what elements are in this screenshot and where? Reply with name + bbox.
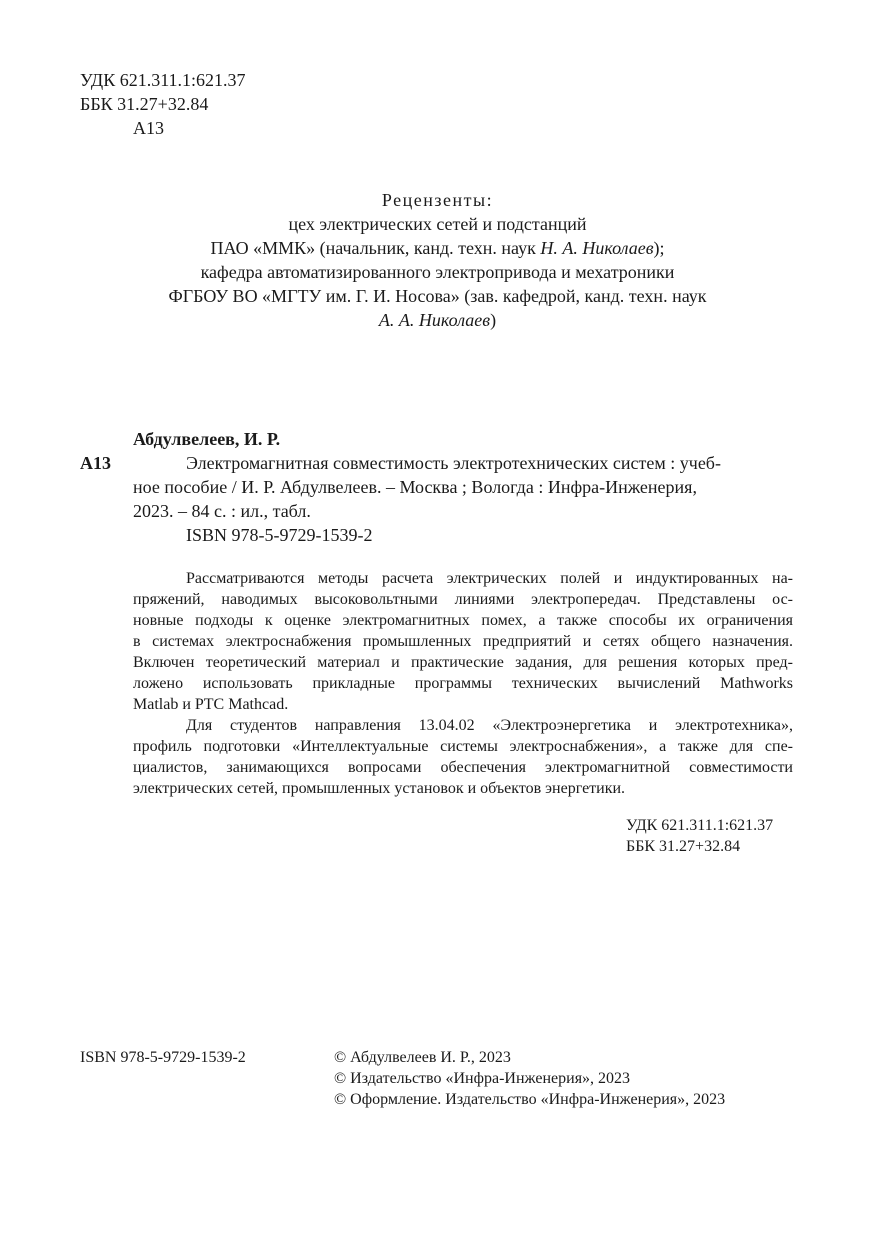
reviewer-line-4: ФГБОУ ВО «МГТУ им. Г. И. Носова» (зав. кафедрой, канд. техн. наук [168,286,707,306]
annotation-p1-line-1: Рассматриваются методы расчета электрических полей и индуктированных на- [186,570,793,587]
annotation-p1-line-3: новные подходы к оценке электромагнитных помех, а также способы их ограничения [133,612,793,629]
annotation-p1-line-4: в системах электроснабжения промышленных предприятий и сетях общего назначения. [133,633,793,650]
annotation-p2-line-3: циалистов, занимающихся вопросами обеспечения электромагнитной совместимости [133,759,793,776]
reviewer-name-2: А. А. Николаев [378,310,491,330]
annotation-p2-line-1: Для студентов направления 13.04.02 «Электроэнергетика и электротехника», [186,717,793,734]
copyright-author: © Абдулвелеев И. Р., 2023 [334,1049,511,1066]
annotation-p1-line-7: Matlab и PTC Mathcad. [133,696,289,713]
annotation-p2-line-2: профиль подготовки «Интеллектуальные системы электроснабжения», а также для спе- [133,738,793,755]
catalog-line-3: 2023. – 84 с. : ил., табл. [133,501,311,521]
footer-isbn: ISBN 978-5-9729-1539-2 [80,1049,246,1066]
reviewer-name-1: Н. А. Николаев [540,238,654,258]
reviewer-line-3: кафедра автоматизированного электропривода и мехатроники [200,262,675,282]
copyright-design: © Оформление. Издательство «Инфра-Инженерия», 2023 [334,1091,726,1108]
reviewer-line-5 [0,308,875,332]
catalog-code: А13 [80,453,111,473]
reviewer-line-2 [0,236,875,260]
bbk-top: ББК 31.27+32.84 [80,94,209,114]
reviewer-line-1: цех электрических сетей и подстанций [288,214,587,234]
reviewer-line-5-end: ) [490,310,497,330]
catalog-line-1: Электромагнитная совместимость электротехнических систем : учеб- [186,453,721,473]
catalog-author: Абдулвелеев, И. Р. [133,429,281,449]
reviewers-heading: Рецензенты: [381,190,494,210]
catalog-isbn: ISBN 978-5-9729-1539-2 [186,525,373,545]
annotation-p2-line-4: электрических сетей, промышленных установок и объектов энергетики. [133,780,626,797]
copyright-publisher: © Издательство «Инфра-Инженерия», 2023 [334,1070,631,1087]
annotation-p1-line-2: пряжений, наводимых высоковольтными линиями электропередач. Представлены ос- [133,591,793,608]
reviewer-line-2-end: ); [653,238,665,258]
bbk-bottom: ББК 31.27+32.84 [626,838,741,855]
reviewer-line-2-text: ПАО «ММК» (начальник, канд. техн. наук [210,238,541,258]
annotation-p1-line-5: Включен теоретический материал и практические задания, для решения которых пред- [133,654,793,671]
author-code-top: А13 [133,118,164,138]
annotation-p1-line-6: ложено использовать прикладные программы технических вычислений Mathworks [133,675,793,692]
catalog-line-2: ное пособие / И. Р. Абдулвелеев. – Москва ; Вологда : Инфра-Инженерия, [133,477,697,497]
udk-bottom: УДК 621.311.1:621.37 [626,817,774,834]
udk-top: УДК 621.311.1:621.37 [80,70,246,90]
